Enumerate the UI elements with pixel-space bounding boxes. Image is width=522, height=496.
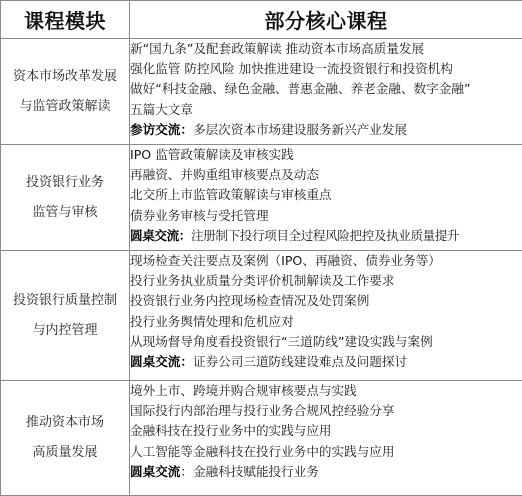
- course-list: [130, 381, 522, 496]
- course-item: 从现场督导角度看投资银行“三道防线”建设实践与案例: [130, 332, 522, 352]
- table-row: [1, 145, 522, 251]
- module-line: 与监管政策解读: [1, 92, 129, 122]
- module-line: 高质量发展: [1, 438, 129, 468]
- module-line: 资本市场改革发展: [1, 62, 129, 92]
- course-item: 现场检查关注要点及案例（IPO、再融资、债券业务等）: [130, 251, 522, 271]
- exchange-tag: 圆桌交流：: [130, 228, 191, 243]
- table-row: [1, 39, 522, 145]
- course-list: [130, 39, 522, 145]
- course-item: 人工智能等金融科技在投行业务中的实践与应用: [130, 442, 522, 462]
- course-item: 债券业务审核与受托管理: [130, 206, 522, 226]
- course-item: 国际投行内部治理与投行业务合规风控经验分享: [130, 401, 522, 421]
- exchange-text: ：金融科技赋能投行业务: [180, 464, 319, 479]
- module-cell: [1, 145, 130, 251]
- exchange-tag: 圆桌交流: [130, 464, 180, 479]
- course-item: 强化监管 防控风险 加快推进建设一流投资银行和投资机构: [130, 59, 522, 79]
- exchange-text: 证券公司三道防线建设难点及问题探讨: [193, 354, 407, 369]
- table-header-row: [1, 1, 522, 39]
- course-item-exchange: [130, 462, 522, 482]
- course-item: 北交所上市监管政策解读与审核重点: [130, 185, 522, 205]
- course-item: 五篇大文章: [130, 100, 522, 120]
- course-item: 新“国九条”及配套政策解读 推动资本市场高质量发展: [130, 39, 522, 59]
- header-courses: 部分核心课程: [130, 1, 522, 39]
- course-item: 再融资、并购重组审核要点及动态: [130, 165, 522, 185]
- course-item-exchange: [130, 226, 522, 246]
- course-item-exchange: [130, 352, 522, 372]
- module-cell: [1, 39, 130, 145]
- module-line: 推动资本市场: [1, 408, 129, 438]
- module-line: 与内控管理: [1, 316, 129, 346]
- course-item: 金融科技在投行业务中的实践与应用: [130, 421, 522, 441]
- course-list: [130, 251, 522, 381]
- course-item: IPO 监管政策解读及审核实践: [130, 145, 522, 165]
- course-item: 做好“科技金融、绿色金融、普惠金融、养老金融、数字金融”: [130, 79, 522, 99]
- exchange-tag: 圆桌交流：: [130, 354, 193, 369]
- header-module: 课程模块: [1, 1, 130, 39]
- exchange-text: 注册制下投行项目全过程风险把控及执业质量提升: [191, 228, 459, 243]
- module-cell: [1, 251, 130, 381]
- course-item: 境外上市、跨境并购合规审核要点与实践: [130, 381, 522, 401]
- module-line: 投资银行业务: [1, 168, 129, 198]
- course-item: 投资银行业务内控现场检查情况及处罚案例: [130, 291, 522, 311]
- table-row: [1, 251, 522, 381]
- course-item: 投行业务执业质量分类评价机制解读及工作要求: [130, 271, 522, 291]
- exchange-tag: 参访交流：: [130, 122, 193, 137]
- module-cell: [1, 381, 130, 496]
- module-line: 监管与审核: [1, 198, 129, 228]
- table-row: [1, 381, 522, 496]
- module-line: 投资银行质量控制: [1, 286, 129, 316]
- course-item-exchange: [130, 120, 522, 140]
- course-list: [130, 145, 522, 251]
- exchange-text: 多层次资本市场建设服务新兴产业发展: [193, 122, 407, 137]
- course-item: 投行业务舆情处理和危机应对: [130, 312, 522, 332]
